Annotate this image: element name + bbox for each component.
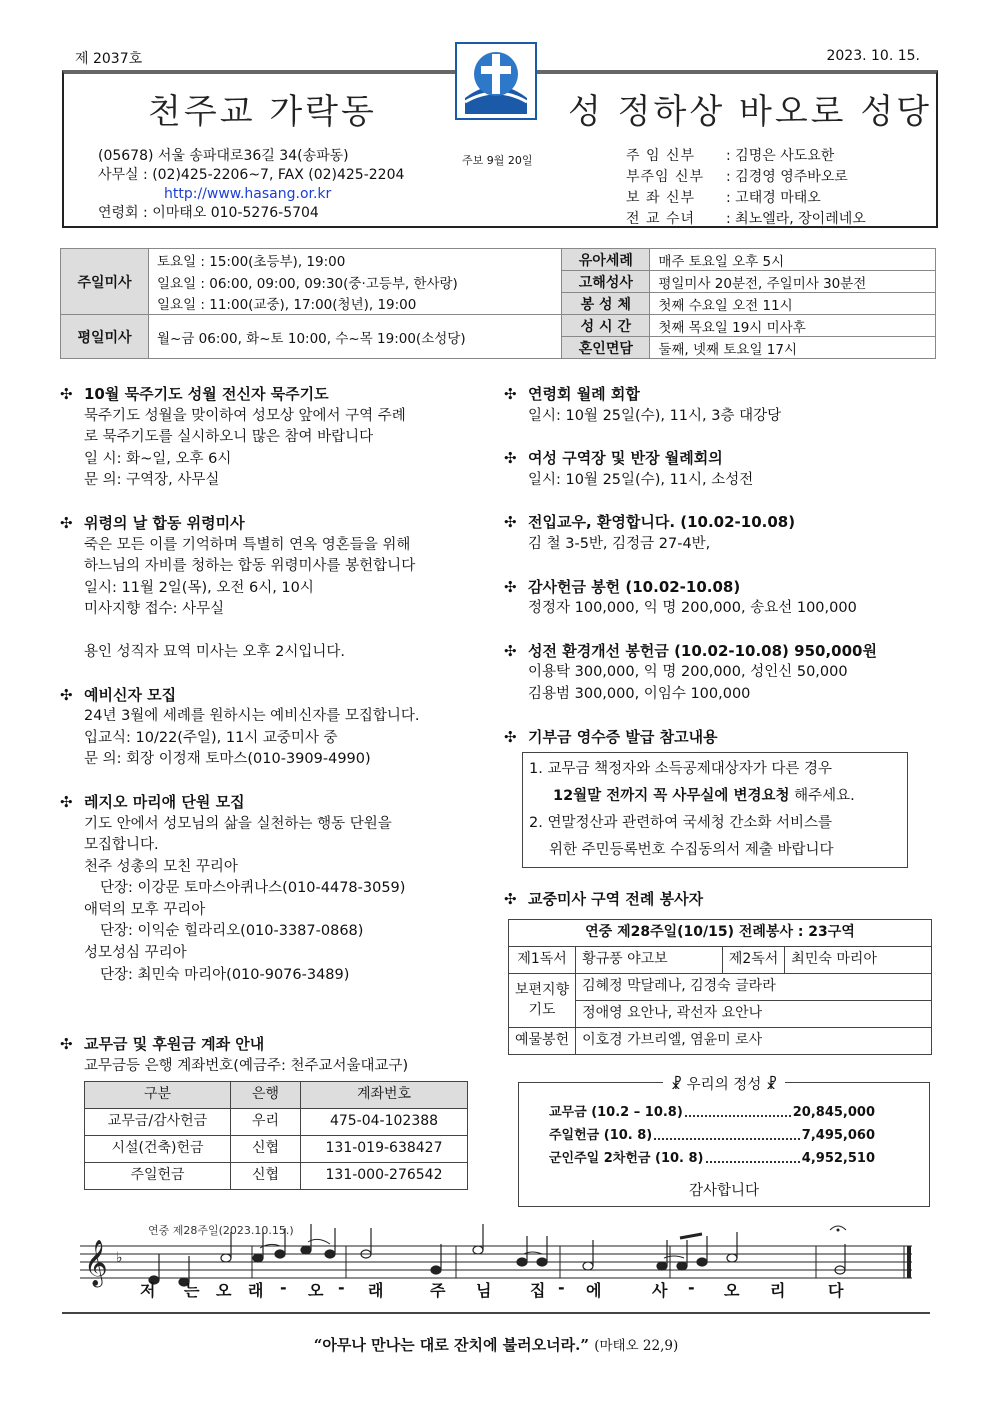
table-cell: 김혜정 막달레나, 김경숙 글라라	[576, 973, 932, 1000]
notice-line: 정정자 100,000, 익 명 200,000, 송요선 100,000	[528, 600, 857, 617]
notice-line: 묵주기도 성월을 맞이하여 성모상 앞에서 구역 주례	[84, 407, 406, 424]
table-cell: 우리	[231, 1109, 301, 1136]
address-line: (05678) 서울 송파대로36길 34(송파동)	[98, 148, 349, 164]
notice-line: 용인 성직자 묘역 미사는 오후 2시입니다.	[84, 643, 345, 660]
offering-value: 20,845,000	[792, 1105, 875, 1120]
funeral-contact: 연령회 : 이마태오 010-5276-5704	[98, 205, 319, 221]
left-column	[60, 384, 490, 1007]
receipt-item-2: 2. 연말정산과 관련하여 국세청 간소화 서비스를	[529, 815, 833, 832]
notice-line: 기도 안에서 성모님의 삶을 실천하는 행동 단원을	[84, 815, 392, 832]
notice-line: 김용범 300,000, 이임수 100,000	[528, 685, 751, 702]
sunday-mass-line: 토요일 : 15:00(초등부), 19:00	[149, 249, 562, 271]
notice-line: 로 묵주기도를 실시하오니 많은 참여 바랍니다	[84, 429, 374, 446]
section-title: ✣ 교무금 및 후원금 계좌 안내	[60, 1034, 490, 1056]
rosary-notice	[60, 384, 490, 492]
table-cell: 주일헌금	[85, 1163, 231, 1190]
table-cell: 131-019-638427	[301, 1136, 468, 1163]
offering-row	[549, 1101, 875, 1124]
quote-text: “아무나 만나는 대로 잔치에 불러오너라.”	[313, 1336, 589, 1354]
clergy-row	[626, 210, 866, 229]
lyric-syllable: 주	[430, 1281, 446, 1300]
sunday-mass-label: 주일미사	[61, 249, 149, 315]
weekday-mass-label: 평일미사	[61, 315, 149, 359]
sacrament-label: 성 시 간	[562, 315, 650, 337]
offering-title-wrap	[519, 1073, 929, 1094]
table-row	[85, 1163, 468, 1190]
section-title: ✣ 연령회 월례 회합	[504, 384, 934, 406]
curia-name: 천주 성총의 모친 꾸리아	[84, 858, 238, 875]
mass-schedule-table	[60, 248, 936, 359]
catechumen-notice	[60, 685, 490, 771]
sacrament-value: 평일미사 20분전, 주일미사 30분전	[650, 271, 936, 293]
lyric-syllable: 는	[184, 1281, 200, 1300]
lyric-syllable: -	[280, 1278, 287, 1297]
receipt-tail: 해주세요.	[789, 788, 855, 805]
notice-line: 이용탁 300,000, 익 명 200,000, 성인신 50,000	[528, 664, 848, 681]
issue-number: 제 2037호	[75, 51, 143, 67]
table-cell: 교무금/감사헌금	[85, 1109, 231, 1136]
website-link[interactable]: http://www.hasang.or.kr	[164, 186, 332, 202]
clergy-name: : 김경영 영주바오로	[726, 169, 848, 185]
section-title: ✣ 성전 환경개선 봉헌금 (10.02-10.08) 950,000원	[504, 641, 934, 663]
offering-label: 군인주일 2차헌금 (10. 8)	[549, 1151, 704, 1166]
accounts-subtitle: 교무금등 은행 계좌번호(예금주: 천주교서울대교구)	[84, 1057, 409, 1074]
table-cell: 예물봉헌	[509, 1027, 576, 1054]
sacrament-label: 고해성사	[562, 271, 650, 293]
address-block	[98, 147, 404, 223]
issue-date: 2023. 10. 15.	[826, 48, 920, 64]
table-row	[509, 946, 932, 973]
table-cell: 황규풍 야고보	[576, 946, 723, 973]
notice-line: 문 의: 구역장, 사무실	[84, 472, 220, 489]
lyric-syllable: 에	[586, 1281, 602, 1300]
section-title: ✣ 전입교우, 환영합니다. (10.02-10.08)	[504, 512, 934, 534]
section-title: ✣ 예비신자 모집	[60, 685, 490, 707]
svg-text:♭: ♭	[116, 1250, 123, 1266]
svg-text:𝄞: 𝄞	[84, 1240, 108, 1286]
lyric-syllable: 오	[724, 1281, 740, 1300]
lyric-syllable: 님	[476, 1281, 492, 1300]
quote-source: (마태오 22,9)	[594, 1338, 679, 1354]
curia-leader: 단장: 최민숙 마리아(010-9076-3489)	[100, 966, 350, 983]
notice-line: 모집합니다.	[84, 837, 159, 854]
accounts-table	[84, 1081, 468, 1190]
curia-name: 애덕의 모후 꾸리아	[84, 901, 206, 918]
table-cell: 보편지향 기도	[509, 973, 576, 1027]
newcomers-notice	[504, 512, 934, 555]
bottom-divider	[62, 1312, 930, 1314]
memorial-mass-notice	[60, 513, 490, 664]
table-row	[85, 1109, 468, 1136]
receipt-item-1: 1. 교무금 책정자와 소득공제대상자가 다른 경우	[529, 761, 833, 778]
table-header: 은행	[231, 1082, 301, 1109]
lyric-syllable: 사	[652, 1281, 668, 1300]
yeonryeong-notice	[504, 384, 934, 427]
lyric-syllable: 오	[216, 1281, 232, 1300]
clergy-list	[624, 145, 868, 231]
section-title: ✣ 10월 묵주기도 성월 전신자 묵주기도	[60, 384, 490, 406]
table-cell: 제2독서	[722, 946, 784, 973]
curia-leader: 단장: 이익순 힐라리오(010-3387-0868)	[100, 923, 364, 940]
lyric-syllable: 집	[530, 1281, 546, 1300]
music-staff	[80, 1218, 912, 1308]
table-cell: 최민숙 마리아	[785, 946, 932, 973]
parish-logo-icon	[455, 42, 537, 120]
office-phone: 사무실 : (02)425-2206~7, FAX (02)425-2204	[98, 167, 405, 183]
notice-line: 일시: 10월 25일(수), 11시, 소성전	[528, 471, 754, 488]
table-cell: 이호경 가브리엘, 염윤미 로사	[576, 1027, 932, 1054]
table-row	[85, 1136, 468, 1163]
legio-notice	[60, 792, 490, 986]
section-title: ✣ 감사헌금 봉헌 (10.02-10.08)	[504, 577, 934, 599]
receipt-item-1-cont	[529, 783, 899, 810]
sacrament-label: 혼인면담	[562, 337, 650, 359]
clergy-name: : 최노엘라, 장이레네오	[726, 211, 866, 227]
section-title: ✣ 교중미사 구역 전례 봉사자	[504, 889, 934, 911]
weekly-label: 주보 9월 20일	[462, 154, 533, 167]
clergy-row	[626, 189, 866, 208]
notice-line: 24년 3월에 세례를 원하시는 예비신자를 모집합니다.	[84, 708, 420, 725]
clergy-role: 전 교 수녀	[626, 211, 695, 227]
notice-line: 일시: 10월 25일(수), 11시, 3층 대강당	[528, 407, 782, 424]
notice-line: 하느님의 자비를 청하는 합동 위령미사를 봉헌합니다	[84, 558, 416, 575]
section-title: ✣ 레지오 마리애 단원 모집	[60, 792, 490, 814]
offering-label: 주일헌금 (10. 8)	[549, 1128, 653, 1143]
table-cell: 신협	[231, 1136, 301, 1163]
offering-row	[549, 1147, 875, 1170]
thanks-offering-notice	[504, 577, 934, 620]
clergy-row	[626, 168, 866, 187]
hymn-caption: 연중 제28주일(2023.10.15.)	[148, 1224, 294, 1237]
table-cell: 시설(건축)헌금	[85, 1136, 231, 1163]
clergy-role: 주 임 신부	[626, 148, 695, 164]
lyric-syllable: -	[688, 1278, 695, 1297]
weekday-mass-line: 월~금 06:00, 화~토 10:00, 수~목 19:00(소성당)	[149, 315, 562, 359]
notice-line: 일시: 11월 2일(목), 오전 6시, 10시	[84, 579, 314, 596]
accounts-notice	[60, 1034, 490, 1190]
offering-value: 4,952,510	[801, 1151, 875, 1166]
sacrament-label: 봉 성 체	[562, 293, 650, 315]
notice-line: 일 시: 화~일, 오후 6시	[84, 450, 232, 467]
offering-box	[518, 1077, 930, 1207]
thanks-text: 감사합니다	[688, 1183, 760, 1199]
sacrament-value: 첫째 목요일 19시 미사후	[650, 315, 936, 337]
table-header: 구분	[85, 1082, 231, 1109]
notice-line: 문 의: 회장 이정재 토마스(010-3909-4990)	[84, 751, 371, 768]
section-title: ✣ 위령의 날 합동 위령미사	[60, 513, 490, 535]
lyric-syllable: 래	[248, 1281, 264, 1300]
liturgy-service-notice	[504, 889, 934, 1055]
sunday-mass-line: 일요일 : 06:00, 09:00, 09:30(중·고등부, 한사랑)	[149, 271, 562, 293]
clergy-name: : 고태경 마태오	[726, 190, 821, 206]
table-cell: 신협	[231, 1163, 301, 1190]
lyric-syllable: -	[338, 1278, 345, 1297]
table-row	[509, 1027, 932, 1054]
offering-value: 7,495,060	[801, 1128, 875, 1143]
clergy-role: 보 좌 신부	[626, 190, 695, 206]
scripture-quote	[0, 1334, 992, 1355]
service-header: 연중 제28주일(10/15) 전례봉사 : 23구역	[509, 919, 932, 946]
clergy-row	[626, 147, 866, 166]
table-row	[509, 973, 932, 1000]
lyric-syllable: 리	[770, 1281, 786, 1300]
sacrament-value: 첫째 수요일 오전 11시	[650, 293, 936, 315]
table-cell: 제1독서	[509, 946, 576, 973]
right-column	[504, 384, 934, 1076]
lyric-syllable: 오	[308, 1281, 324, 1300]
receipt-box	[522, 752, 908, 868]
lyric-syllable: -	[558, 1278, 565, 1297]
sunday-mass-line: 일요일 : 11:00(교중), 17:00(청년), 19:00	[149, 293, 562, 315]
offering-rows	[549, 1101, 875, 1170]
sacrament-value: 둘째, 넷째 토요일 17시	[650, 337, 936, 359]
notice-line: 입교식: 10/22(주일), 11시 교중미사 중	[84, 729, 338, 746]
sacrament-label: 유아세례	[562, 249, 650, 271]
offering-title: ☧ 우리의 정성 ☧	[663, 1077, 786, 1093]
receipt-item-2-cont: 위한 주민등록번호 수집동의서 제출 바랍니다	[549, 842, 834, 859]
table-header: 계좌번호	[301, 1082, 468, 1109]
receipt-notice	[504, 727, 934, 869]
section-title: ✣ 기부금 영수증 발급 참고내용	[504, 727, 934, 749]
section-title: ✣ 여성 구역장 및 반장 월례회의	[504, 448, 934, 470]
notice-line: 죽은 모든 이를 기억하며 특별히 연옥 영혼들을 위해	[84, 536, 411, 553]
curia-leader: 단장: 이강문 토마스아퀴나스(010-4478-3059)	[100, 880, 406, 897]
sacrament-value: 매주 토요일 오후 5시	[650, 249, 936, 271]
offering-row	[549, 1124, 875, 1147]
environment-offering-notice	[504, 641, 934, 706]
table-cell: 정애영 요안나, 곽선자 요안나	[576, 1000, 932, 1027]
service-table	[508, 919, 932, 1055]
parish-title: 천주교 가락동	[148, 92, 377, 132]
table-cell: 131-000-276542	[301, 1163, 468, 1190]
lyric-syllable: 다	[828, 1281, 844, 1300]
notice-line: 미사지향 접수: 사무실	[84, 601, 225, 618]
lyric-syllable: 저	[140, 1281, 156, 1300]
offering-label: 교무금 (10.2 – 10.8)	[549, 1105, 683, 1120]
women-meeting-notice	[504, 448, 934, 491]
church-title: 성 정하상 바오로 성당	[568, 92, 933, 132]
receipt-highlight: 12월말 전까지 꼭 사무실에 변경요청	[553, 788, 790, 805]
clergy-role: 부주임 신부	[626, 169, 705, 185]
accounts-section	[60, 1034, 490, 1211]
lyric-syllable: 래	[368, 1281, 384, 1300]
table-cell: 475-04-102388	[301, 1109, 468, 1136]
table-header-row	[85, 1082, 468, 1109]
notice-line: 김 철 3-5반, 김정금 27-4반,	[528, 535, 711, 552]
clergy-name: : 김명은 사도요한	[726, 148, 835, 164]
curia-name: 성모성심 꾸리아	[84, 945, 187, 962]
